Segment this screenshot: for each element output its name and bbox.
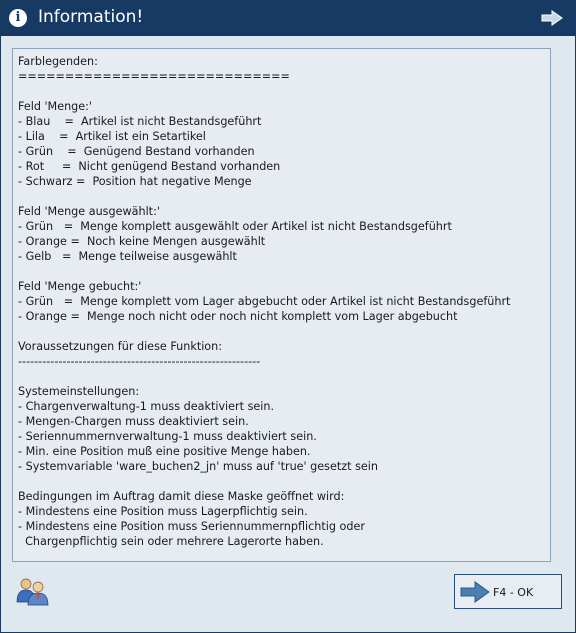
title-bar (1, 1, 575, 36)
message-textbox[interactable] (12, 48, 551, 562)
dialog-title: Information! (38, 7, 144, 27)
info-icon: i (9, 9, 27, 27)
arrow-right-icon (460, 581, 490, 603)
ok-button-label: F4 - OK (493, 586, 534, 599)
message-text: Farblegenden: ============================= Feld 'Menge:' - Blau = Artikel ist nicht Bestandsgeführt - Lila = Artikel ist ein Setartikel - Grün = Genügend Bestand vorhanden - Rot = Nicht genügend Bestand vorhanden - Schwarz = Position hat negative Menge Feld 'Menge ausgewählt:' - Grün = Menge komplett ausgewählt oder Artikel ist nicht Bestandsgeführt - Orange = Noch keine Mengen ausgewählt - Gelb = Menge teilweise ausgewählt Feld 'Menge gebucht:' - Grün = Menge komplett vom Lager abgebucht oder Artikel ist nicht Bestandsgeführt - Orange = Menge noch nicht oder noch nicht komplett vom Lager abgebucht Voraussetzungen für diese Funktion: ------------------------------------------------------------ Systemeinstellungen: - Chargenverwaltung-1 muss deaktiviert sein. - Mengen-Chargen muss deaktiviert sein. - Seriennummernverwaltung-1 muss deaktiviert sein. - Min. eine Position muß eine positive Menge haben. - Systemvariable 'ware_buchen2_jn' muss auf 'true' gesetzt sein Bedingungen im Auftrag damit diese Maske geöffnet wird: - Mindestens eine Position muss Lagerpflichtig sein. - Mindestens eine Position muss Seriennummernpflichtig oder Chargenpflichtig sein oder mehrere Lagerorte haben. (18, 55, 511, 548)
arrow-right-icon[interactable] (541, 10, 563, 26)
users-icon (15, 576, 51, 606)
ok-button[interactable] (454, 574, 562, 609)
